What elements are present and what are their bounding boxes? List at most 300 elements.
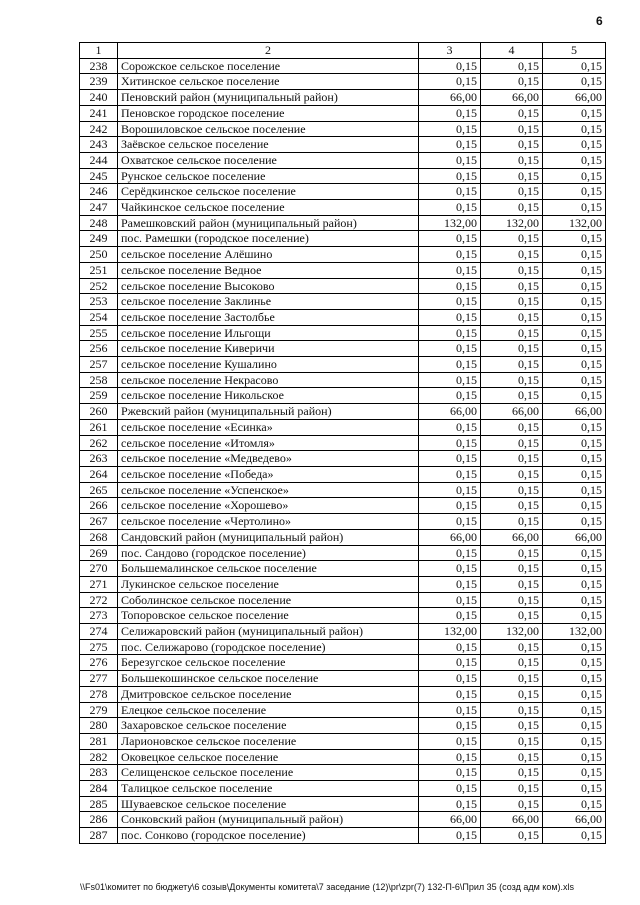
row-number-cell: 285 — [80, 796, 118, 812]
row-number-cell: 272 — [80, 592, 118, 608]
value-col3-cell: 0,15 — [419, 639, 481, 655]
table-row — [80, 686, 606, 702]
value-col4-cell: 0,15 — [481, 168, 543, 184]
value-col4-cell: 0,15 — [481, 105, 543, 121]
row-number-cell: 286 — [80, 812, 118, 828]
column-header-1: 1 — [80, 43, 118, 59]
value-col5-cell: 0,15 — [543, 592, 606, 608]
row-number-cell: 254 — [80, 309, 118, 325]
value-col4-cell: 0,15 — [481, 828, 543, 844]
value-col3-cell: 0,15 — [419, 686, 481, 702]
row-number-cell: 245 — [80, 168, 118, 184]
value-col3-cell: 0,15 — [419, 372, 481, 388]
row-number-cell: 274 — [80, 624, 118, 640]
row-number-cell: 240 — [80, 90, 118, 106]
value-col4-cell: 0,15 — [481, 372, 543, 388]
value-col4-cell: 0,15 — [481, 435, 543, 451]
value-col4-cell: 0,15 — [481, 498, 543, 514]
value-col4-cell: 0,15 — [481, 294, 543, 310]
value-col4-cell: 0,15 — [481, 718, 543, 734]
municipality-name-cell: Ворошиловское сельское поселение — [118, 121, 419, 137]
value-col5-cell: 0,15 — [543, 137, 606, 153]
value-col3-cell: 0,15 — [419, 608, 481, 624]
table-row — [80, 184, 606, 200]
table-row — [80, 702, 606, 718]
value-col3-cell: 66,00 — [419, 529, 481, 545]
value-col5-cell: 0,15 — [543, 309, 606, 325]
municipality-name-cell: Рунское сельское поселение — [118, 168, 419, 184]
value-col4-cell: 0,15 — [481, 200, 543, 216]
value-col3-cell: 0,15 — [419, 828, 481, 844]
row-number-cell: 249 — [80, 231, 118, 247]
table-row — [80, 576, 606, 592]
municipality-name-cell: Серёдкинское сельское поселение — [118, 184, 419, 200]
table-row — [80, 262, 606, 278]
value-col4-cell: 0,15 — [481, 341, 543, 357]
value-col4-cell: 132,00 — [481, 624, 543, 640]
value-col5-cell: 66,00 — [543, 812, 606, 828]
row-number-cell: 258 — [80, 372, 118, 388]
value-col3-cell: 0,15 — [419, 105, 481, 121]
row-number-cell: 273 — [80, 608, 118, 624]
table-row — [80, 404, 606, 420]
value-col3-cell: 0,15 — [419, 482, 481, 498]
table-row — [80, 655, 606, 671]
row-number-cell: 263 — [80, 451, 118, 467]
row-number-cell: 284 — [80, 781, 118, 797]
table-row — [80, 639, 606, 655]
value-col3-cell: 0,15 — [419, 168, 481, 184]
row-number-cell: 280 — [80, 718, 118, 734]
row-number-cell: 261 — [80, 419, 118, 435]
value-col3-cell: 0,15 — [419, 184, 481, 200]
municipality-name-cell: Ржевский район (муниципальный район) — [118, 404, 419, 420]
municipality-name-cell: Оковецкое сельское поселение — [118, 749, 419, 765]
table-row — [80, 121, 606, 137]
table-row — [80, 466, 606, 482]
table-row — [80, 828, 606, 844]
value-col3-cell: 132,00 — [419, 624, 481, 640]
value-col4-cell: 0,15 — [481, 655, 543, 671]
table-body — [80, 58, 606, 843]
row-number-cell: 250 — [80, 247, 118, 263]
row-number-cell: 252 — [80, 278, 118, 294]
table-row — [80, 372, 606, 388]
municipality-name-cell: сельское поселение Застолбье — [118, 309, 419, 325]
value-col4-cell: 0,15 — [481, 781, 543, 797]
value-col3-cell: 0,15 — [419, 796, 481, 812]
value-col4-cell: 0,15 — [481, 561, 543, 577]
value-col5-cell: 0,15 — [543, 828, 606, 844]
table-row — [80, 592, 606, 608]
table-row — [80, 309, 606, 325]
value-col4-cell: 66,00 — [481, 812, 543, 828]
value-col5-cell: 0,15 — [543, 231, 606, 247]
municipality-name-cell: пос. Сонково (городское поселение) — [118, 828, 419, 844]
row-number-cell: 275 — [80, 639, 118, 655]
municipality-name-cell: сельское поселение Заклинье — [118, 294, 419, 310]
municipality-name-cell: сельское поселение «Медведево» — [118, 451, 419, 467]
column-header-4: 4 — [481, 43, 543, 59]
value-col3-cell: 132,00 — [419, 215, 481, 231]
municipality-name-cell: пос. Рамешки (городское поселение) — [118, 231, 419, 247]
table-row — [80, 498, 606, 514]
table-header-row — [80, 43, 606, 59]
value-col5-cell: 0,15 — [543, 262, 606, 278]
row-number-cell: 267 — [80, 514, 118, 530]
data-table — [79, 42, 606, 844]
value-col5-cell: 66,00 — [543, 529, 606, 545]
table-row — [80, 718, 606, 734]
value-col4-cell: 0,15 — [481, 152, 543, 168]
municipality-name-cell: сельское поселение Ильгощи — [118, 325, 419, 341]
value-col4-cell: 0,15 — [481, 608, 543, 624]
value-col4-cell: 0,15 — [481, 796, 543, 812]
municipality-name-cell: Сонковский район (муниципальный район) — [118, 812, 419, 828]
value-col3-cell: 0,15 — [419, 341, 481, 357]
value-col3-cell: 0,15 — [419, 655, 481, 671]
value-col5-cell: 0,15 — [543, 435, 606, 451]
municipality-name-cell: сельское поселение Кушалино — [118, 357, 419, 373]
municipality-name-cell: Охватское сельское поселение — [118, 152, 419, 168]
value-col5-cell: 0,15 — [543, 718, 606, 734]
value-col3-cell: 0,15 — [419, 357, 481, 373]
value-col5-cell: 0,15 — [543, 278, 606, 294]
row-number-cell: 253 — [80, 294, 118, 310]
value-col4-cell: 0,15 — [481, 309, 543, 325]
value-col5-cell: 132,00 — [543, 215, 606, 231]
municipality-name-cell: Заёвское сельское поселение — [118, 137, 419, 153]
value-col4-cell: 0,15 — [481, 278, 543, 294]
value-col3-cell: 0,15 — [419, 466, 481, 482]
value-col4-cell: 0,15 — [481, 686, 543, 702]
value-col3-cell: 0,15 — [419, 247, 481, 263]
municipality-name-cell: сельское поселение Никольское — [118, 388, 419, 404]
table-row — [80, 215, 606, 231]
table-row — [80, 231, 606, 247]
value-col4-cell: 0,15 — [481, 184, 543, 200]
value-col5-cell: 0,15 — [543, 152, 606, 168]
value-col4-cell: 0,15 — [481, 325, 543, 341]
value-col4-cell: 0,15 — [481, 58, 543, 74]
value-col3-cell: 0,15 — [419, 419, 481, 435]
value-col3-cell: 0,15 — [419, 309, 481, 325]
table-row — [80, 781, 606, 797]
row-number-cell: 264 — [80, 466, 118, 482]
row-number-cell: 283 — [80, 765, 118, 781]
municipality-name-cell: Дмитровское сельское поселение — [118, 686, 419, 702]
municipality-name-cell: пос. Сандово (городское поселение) — [118, 545, 419, 561]
value-col3-cell: 0,15 — [419, 545, 481, 561]
municipality-name-cell: сельское поселение «Есинка» — [118, 419, 419, 435]
value-col4-cell: 0,15 — [481, 733, 543, 749]
value-col3-cell: 0,15 — [419, 781, 481, 797]
municipality-name-cell: Большекошинское сельское поселение — [118, 671, 419, 687]
value-col3-cell: 0,15 — [419, 514, 481, 530]
municipality-name-cell: Пеновский район (муниципальный район) — [118, 90, 419, 106]
row-number-cell: 269 — [80, 545, 118, 561]
row-number-cell: 262 — [80, 435, 118, 451]
row-number-cell: 244 — [80, 152, 118, 168]
table-row — [80, 608, 606, 624]
value-col5-cell: 0,15 — [543, 749, 606, 765]
row-number-cell: 287 — [80, 828, 118, 844]
table-row — [80, 58, 606, 74]
value-col4-cell: 0,15 — [481, 765, 543, 781]
value-col4-cell: 0,15 — [481, 231, 543, 247]
value-col5-cell: 0,15 — [543, 372, 606, 388]
municipality-name-cell: Чайкинское сельское поселение — [118, 200, 419, 216]
value-col5-cell: 0,15 — [543, 388, 606, 404]
row-number-cell: 243 — [80, 137, 118, 153]
row-number-cell: 259 — [80, 388, 118, 404]
value-col5-cell: 0,15 — [543, 671, 606, 687]
value-col5-cell: 0,15 — [543, 58, 606, 74]
value-col3-cell: 0,15 — [419, 388, 481, 404]
value-col5-cell: 0,15 — [543, 639, 606, 655]
value-col3-cell: 0,15 — [419, 278, 481, 294]
table-row — [80, 278, 606, 294]
value-col4-cell: 0,15 — [481, 545, 543, 561]
value-col3-cell: 0,15 — [419, 200, 481, 216]
table-row — [80, 749, 606, 765]
value-col4-cell: 0,15 — [481, 451, 543, 467]
value-col3-cell: 0,15 — [419, 671, 481, 687]
value-col5-cell: 0,15 — [543, 294, 606, 310]
value-col3-cell: 0,15 — [419, 765, 481, 781]
table-row — [80, 561, 606, 577]
table-row — [80, 671, 606, 687]
value-col4-cell: 0,15 — [481, 262, 543, 278]
value-col4-cell: 0,15 — [481, 247, 543, 263]
value-col4-cell: 66,00 — [481, 90, 543, 106]
row-number-cell: 281 — [80, 733, 118, 749]
table-row — [80, 482, 606, 498]
value-col5-cell: 0,15 — [543, 733, 606, 749]
table-row — [80, 294, 606, 310]
municipality-name-cell: сельское поселение Некрасово — [118, 372, 419, 388]
municipality-name-cell: сельское поселение Ведное — [118, 262, 419, 278]
table-row — [80, 733, 606, 749]
value-col5-cell: 132,00 — [543, 624, 606, 640]
table-row — [80, 624, 606, 640]
row-number-cell: 279 — [80, 702, 118, 718]
value-col4-cell: 0,15 — [481, 514, 543, 530]
table-row — [80, 74, 606, 90]
value-col4-cell: 0,15 — [481, 388, 543, 404]
value-col5-cell: 0,15 — [543, 200, 606, 216]
value-col5-cell: 0,15 — [543, 686, 606, 702]
value-col4-cell: 0,15 — [481, 121, 543, 137]
municipality-name-cell: Шуваевское сельское поселение — [118, 796, 419, 812]
row-number-cell: 276 — [80, 655, 118, 671]
value-col5-cell: 0,15 — [543, 168, 606, 184]
value-col4-cell: 0,15 — [481, 466, 543, 482]
value-col3-cell: 0,15 — [419, 451, 481, 467]
municipality-name-cell: Сорожское сельское поселение — [118, 58, 419, 74]
table-row — [80, 796, 606, 812]
table-row — [80, 341, 606, 357]
value-col3-cell: 0,15 — [419, 325, 481, 341]
value-col3-cell: 0,15 — [419, 702, 481, 718]
value-col5-cell: 0,15 — [543, 74, 606, 90]
row-number-cell: 278 — [80, 686, 118, 702]
value-col4-cell: 0,15 — [481, 702, 543, 718]
value-col5-cell: 0,15 — [543, 781, 606, 797]
value-col3-cell: 0,15 — [419, 435, 481, 451]
value-col4-cell: 132,00 — [481, 215, 543, 231]
row-number-cell: 266 — [80, 498, 118, 514]
value-col4-cell: 0,15 — [481, 749, 543, 765]
table-row — [80, 105, 606, 121]
municipality-name-cell: Рамешковский район (муниципальный район) — [118, 215, 419, 231]
value-col5-cell: 0,15 — [543, 466, 606, 482]
municipality-name-cell: Талицкое сельское поселение — [118, 781, 419, 797]
municipality-name-cell: сельское поселение «Итомля» — [118, 435, 419, 451]
value-col5-cell: 0,15 — [543, 184, 606, 200]
municipality-name-cell: Сандовский район (муниципальный район) — [118, 529, 419, 545]
table-row — [80, 812, 606, 828]
value-col3-cell: 66,00 — [419, 404, 481, 420]
row-number-cell: 246 — [80, 184, 118, 200]
value-col3-cell: 0,15 — [419, 121, 481, 137]
table-row — [80, 90, 606, 106]
value-col3-cell: 0,15 — [419, 498, 481, 514]
municipality-name-cell: сельское поселение Киверичи — [118, 341, 419, 357]
municipality-name-cell: Березугское сельское поселение — [118, 655, 419, 671]
value-col4-cell: 66,00 — [481, 404, 543, 420]
row-number-cell: 265 — [80, 482, 118, 498]
table-row — [80, 200, 606, 216]
value-col5-cell: 0,15 — [543, 121, 606, 137]
value-col3-cell: 66,00 — [419, 90, 481, 106]
municipality-name-cell: Ларионовское сельское поселение — [118, 733, 419, 749]
table-row — [80, 529, 606, 545]
row-number-cell: 277 — [80, 671, 118, 687]
row-number-cell: 241 — [80, 105, 118, 121]
municipality-name-cell: Пеновское городское поселение — [118, 105, 419, 121]
value-col3-cell: 0,15 — [419, 718, 481, 734]
table-row — [80, 435, 606, 451]
value-col4-cell: 0,15 — [481, 576, 543, 592]
value-col3-cell: 0,15 — [419, 58, 481, 74]
row-number-cell: 282 — [80, 749, 118, 765]
value-col5-cell: 0,15 — [543, 514, 606, 530]
row-number-cell: 260 — [80, 404, 118, 420]
row-number-cell: 251 — [80, 262, 118, 278]
value-col3-cell: 0,15 — [419, 152, 481, 168]
value-col4-cell: 0,15 — [481, 137, 543, 153]
value-col4-cell: 0,15 — [481, 639, 543, 655]
value-col4-cell: 66,00 — [481, 529, 543, 545]
value-col5-cell: 0,15 — [543, 451, 606, 467]
municipality-name-cell: Селищенское сельское поселение — [118, 765, 419, 781]
row-number-cell: 239 — [80, 74, 118, 90]
value-col3-cell: 0,15 — [419, 294, 481, 310]
value-col4-cell: 0,15 — [481, 357, 543, 373]
table-row — [80, 451, 606, 467]
value-col5-cell: 0,15 — [543, 357, 606, 373]
column-header-5: 5 — [543, 43, 606, 59]
row-number-cell: 271 — [80, 576, 118, 592]
value-col5-cell: 0,15 — [543, 498, 606, 514]
table-row — [80, 514, 606, 530]
row-number-cell: 270 — [80, 561, 118, 577]
value-col5-cell: 0,15 — [543, 419, 606, 435]
municipality-name-cell: Хитинское сельское поселение — [118, 74, 419, 90]
row-number-cell: 255 — [80, 325, 118, 341]
table-row — [80, 357, 606, 373]
value-col4-cell: 0,15 — [481, 482, 543, 498]
municipality-name-cell: Топоровское сельское поселение — [118, 608, 419, 624]
table-row — [80, 388, 606, 404]
table-row — [80, 765, 606, 781]
municipality-name-cell: сельское поселение Высоково — [118, 278, 419, 294]
table-row — [80, 168, 606, 184]
municipality-name-cell: Большемалинское сельское поселение — [118, 561, 419, 577]
table-row — [80, 247, 606, 263]
value-col5-cell: 0,15 — [543, 545, 606, 561]
municipality-name-cell: Захаровское сельское поселение — [118, 718, 419, 734]
value-col4-cell: 0,15 — [481, 74, 543, 90]
value-col4-cell: 0,15 — [481, 419, 543, 435]
value-col3-cell: 0,15 — [419, 749, 481, 765]
row-number-cell: 256 — [80, 341, 118, 357]
municipality-name-cell: сельское поселение Алёшино — [118, 247, 419, 263]
value-col3-cell: 0,15 — [419, 592, 481, 608]
municipality-name-cell: сельское поселение «Хорошево» — [118, 498, 419, 514]
value-col3-cell: 0,15 — [419, 137, 481, 153]
value-col4-cell: 0,15 — [481, 592, 543, 608]
file-path-footer: \\Fs01\комитет по бюджету\6 созыв\Документы комитета\7 заседание (12)\pr\zpr(7) 132-П-6\Прил 35 (созд адм ком).xls — [80, 882, 575, 892]
value-col3-cell: 66,00 — [419, 812, 481, 828]
municipality-name-cell: сельское поселение «Победа» — [118, 466, 419, 482]
table-row — [80, 545, 606, 561]
row-number-cell: 238 — [80, 58, 118, 74]
table-row — [80, 152, 606, 168]
municipality-name-cell: Лукинское сельское поселение — [118, 576, 419, 592]
column-header-3: 3 — [419, 43, 481, 59]
municipality-name-cell: сельское поселение «Успенское» — [118, 482, 419, 498]
value-col5-cell: 0,15 — [543, 341, 606, 357]
row-number-cell: 247 — [80, 200, 118, 216]
value-col5-cell: 66,00 — [543, 90, 606, 106]
value-col3-cell: 0,15 — [419, 576, 481, 592]
page-number: 6 — [596, 14, 603, 28]
table-row — [80, 137, 606, 153]
value-col5-cell: 0,15 — [543, 608, 606, 624]
value-col3-cell: 0,15 — [419, 733, 481, 749]
municipality-name-cell: Селижаровский район (муниципальный район) — [118, 624, 419, 640]
value-col5-cell: 0,15 — [543, 655, 606, 671]
value-col5-cell: 0,15 — [543, 247, 606, 263]
value-col5-cell: 0,15 — [543, 702, 606, 718]
row-number-cell: 257 — [80, 357, 118, 373]
value-col5-cell: 0,15 — [543, 765, 606, 781]
municipality-name-cell: Соболинское сельское поселение — [118, 592, 419, 608]
value-col3-cell: 0,15 — [419, 262, 481, 278]
municipality-name-cell: Елецкое сельское поселение — [118, 702, 419, 718]
municipality-name-cell: пос. Селижарово (городское поселение) — [118, 639, 419, 655]
row-number-cell: 248 — [80, 215, 118, 231]
value-col5-cell: 66,00 — [543, 404, 606, 420]
value-col5-cell: 0,15 — [543, 325, 606, 341]
row-number-cell: 268 — [80, 529, 118, 545]
value-col5-cell: 0,15 — [543, 576, 606, 592]
municipality-name-cell: сельское поселение «Чертолино» — [118, 514, 419, 530]
row-number-cell: 242 — [80, 121, 118, 137]
value-col4-cell: 0,15 — [481, 671, 543, 687]
